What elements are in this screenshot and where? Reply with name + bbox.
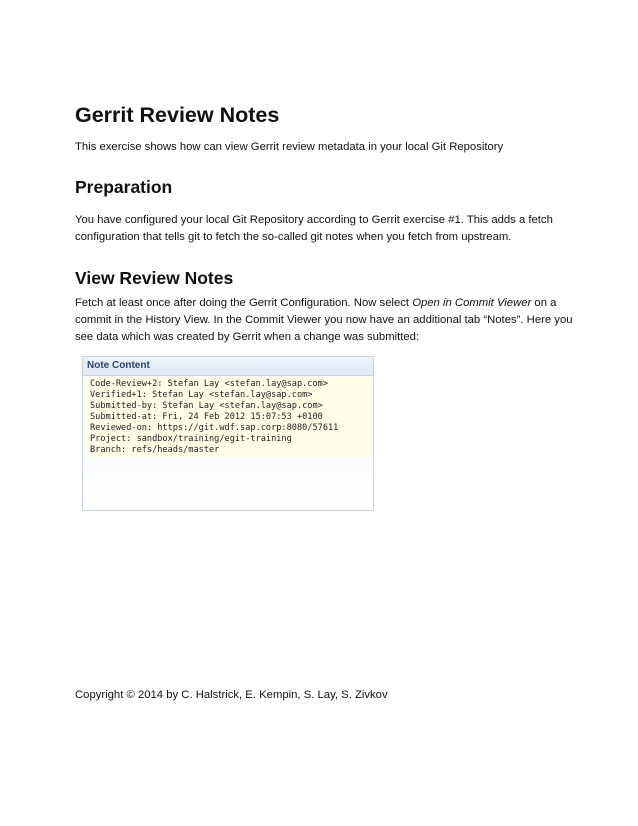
note-line: Submitted-at: Fri, 24 Feb 2012 15:07:53 +0100	[90, 412, 323, 422]
preparation-heading: Preparation	[75, 177, 173, 197]
view-text-before: Fetch at least once after doing the Gerrit Configuration. Now select	[75, 297, 413, 309]
note-content-body	[86, 377, 370, 457]
intro-paragraph: This exercise shows how can view Gerrit review metadata in your local Git Repository	[75, 141, 504, 153]
note-line: Project: sandbox/training/egit-training	[90, 434, 292, 444]
view-review-notes-paragraph	[75, 295, 575, 346]
note-line: Branch: refs/heads/master	[90, 445, 220, 455]
preparation-paragraph: You have configured your local Git Repository according to Gerrit exercise #1. This adds a fetch configuration that tells git to fetch the so-called git notes when you fetch from upstream.	[75, 214, 553, 243]
commit-viewer-emphasis: Open in Commit Viewer	[412, 297, 532, 309]
note-lines	[88, 379, 338, 456]
note-line: Verified+1: Stefan Lay <stefan.lay@sap.com>	[90, 390, 313, 400]
note-content-header: Note Content	[83, 357, 373, 376]
copyright-text: Copyright © 2014 by C. Halstrick, E. Kempin, S. Lay, S. Zivkov	[75, 689, 388, 701]
note-line: Reviewed-on: https://git.wdf.sap.corp:8080/57611	[90, 423, 339, 433]
note-fade	[83, 460, 373, 510]
note-line: Submitted-by: Stefan Lay <stefan.lay@sap.com>	[90, 401, 323, 411]
note-line: Code-Review+2: Stefan Lay <stefan.lay@sap.com>	[90, 379, 328, 389]
note-content-screenshot	[82, 356, 374, 511]
view-text-after: on a commit in the History View. In the Commit Viewer you now have an additional tab “Notes”. Here you see data which was created by Gerrit when a change was submitted:	[75, 297, 573, 343]
view-review-notes-heading: View Review Notes	[75, 268, 234, 288]
page-title: Gerrit Review Notes	[75, 103, 280, 127]
